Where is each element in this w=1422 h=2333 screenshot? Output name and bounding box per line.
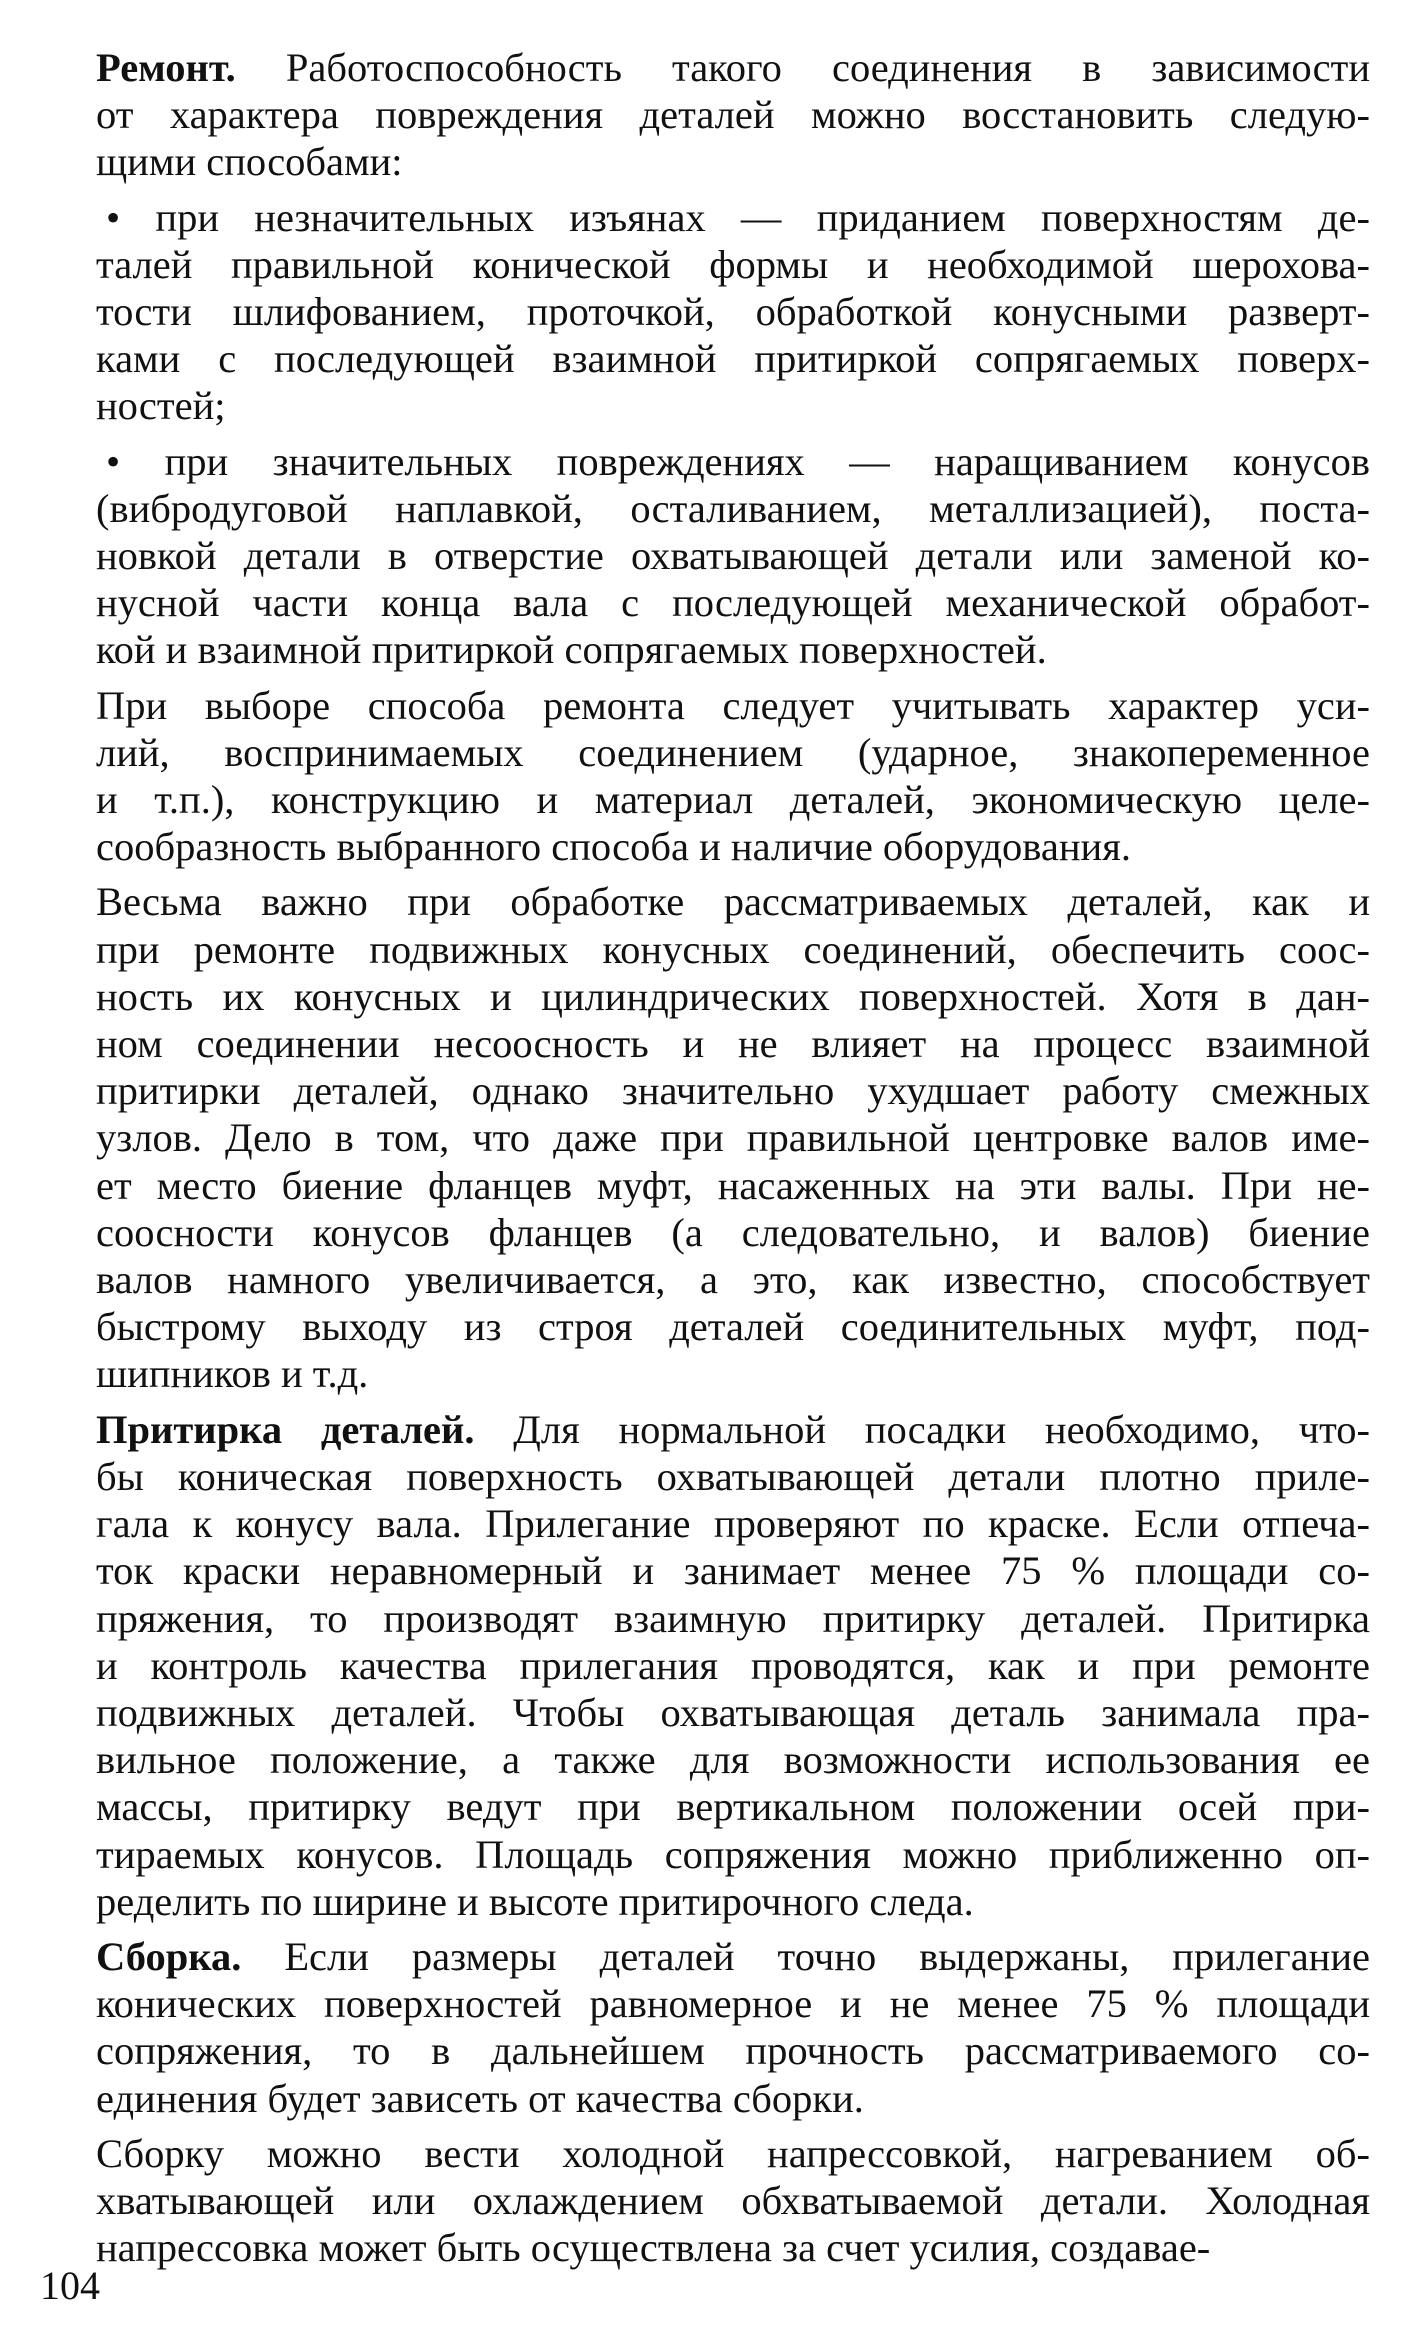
text-line <box>96 2130 1370 2177</box>
text-line <box>96 1783 1370 1830</box>
text-line <box>96 579 1370 626</box>
line-text: притирки деталей, однако значительно ухудшает работу смежных <box>96 1068 1370 1114</box>
line-text: Для нормальной посадки необходимо, что- <box>474 1406 1370 1452</box>
line-text: от характера повреждения деталей можно восстановить следую- <box>96 92 1370 138</box>
text-line <box>96 878 1370 925</box>
text-line <box>96 2177 1370 2224</box>
section-lead: Сборка. <box>96 1933 242 1979</box>
line-text: нусной части конца вала с последующей механической обработ- <box>96 580 1370 626</box>
line-text: • при незначительных изъянах — приданием поверхностям де- <box>106 194 1370 240</box>
paragraph-bullet-1 <box>96 194 1370 430</box>
text-line <box>96 776 1370 823</box>
line-text: ет место биение фланцев муфт, насаженных на эти валы. При не- <box>96 1162 1370 1208</box>
text-line <box>96 1547 1370 1594</box>
line-text: • при значительных повреждениях — наращиванием конусов <box>106 438 1370 484</box>
text-line <box>96 1020 1370 1067</box>
text-line <box>96 1406 1370 1453</box>
text-line <box>96 1689 1370 1736</box>
page-number: 104 <box>40 2263 100 2308</box>
line-text: новкой детали в отверстие охватывающей детали или заменой ко- <box>96 533 1370 579</box>
text-line <box>96 1642 1370 1689</box>
text-line <box>96 1878 1370 1925</box>
text-line <box>96 1162 1370 1209</box>
text-line <box>96 1256 1370 1303</box>
line-text: валов намного увеличивается, а это, как известно, способствует <box>96 1257 1370 1303</box>
line-text: подвижных деталей. Чтобы охватывающая деталь занимала пра- <box>96 1689 1370 1735</box>
line-text: и т.п.), конструкцию и материал деталей, экономическую целе- <box>96 777 1370 823</box>
text-line <box>96 1114 1370 1161</box>
line-text: массы, притирку ведут при вертикальном положении осей при- <box>96 1784 1370 1830</box>
text-line <box>96 438 1370 485</box>
text-line <box>96 382 1370 429</box>
text-line <box>96 626 1370 673</box>
line-text: тости шлифованием, проточкой, обработкой конусными разверт- <box>96 289 1370 335</box>
text-line <box>96 1736 1370 1783</box>
line-text: Весьма важно при обработке рассматриваемых деталей, как и <box>96 879 1370 925</box>
line-text: сопряжения, то в дальнейшем прочность рассматриваемого со- <box>96 2028 1370 2074</box>
section-lead: Ремонт. <box>96 45 236 90</box>
text-line <box>96 682 1370 729</box>
line-text: Работоспособность такого соединения в зависимости <box>235 45 1370 90</box>
line-text: ном соединении несоосность и не влияет на процесс взаимной <box>96 1021 1370 1067</box>
paragraph-remont <box>96 44 1370 186</box>
text-line <box>96 1067 1370 1114</box>
text-line <box>96 532 1370 579</box>
paragraph-assembly-methods <box>96 2130 1370 2272</box>
line-text: бы коническая поверхность охватывающей детали плотно приле- <box>96 1453 1370 1499</box>
line-text: при ремонте подвижных конусных соединений, обеспечить соос- <box>96 926 1370 972</box>
text-line <box>96 1350 1370 1397</box>
line-text: напрессовка может быть осуществлена за счет усилия, создавае- <box>96 2225 1211 2271</box>
line-text: шипников и т.д. <box>96 1351 369 1397</box>
text-line <box>96 91 1370 138</box>
page-body <box>96 44 1370 2279</box>
line-text: талей правильной конической формы и необходимой шерохова- <box>96 241 1370 287</box>
line-text: единения будет зависеть от качества сборки. <box>96 2075 864 2121</box>
text-line <box>96 1831 1370 1878</box>
text-line <box>96 1595 1370 1642</box>
paragraph-choice <box>96 682 1370 871</box>
line-text: ностей; <box>96 383 226 429</box>
line-text: Если размеры деталей точно выдержаны, прилегание <box>241 1933 1370 1979</box>
line-text: ток краски неравномерный и занимает менее 75 % площади со- <box>96 1548 1370 1594</box>
paragraph-sborka <box>96 1933 1370 2122</box>
line-text: гала к конусу вала. Прилегание проверяют по краске. Если отпеча- <box>96 1501 1370 1547</box>
text-line <box>96 823 1370 870</box>
line-text: соосности конусов фланцев (а следовательно, и валов) биение <box>96 1209 1370 1255</box>
text-line <box>96 2027 1370 2074</box>
text-line <box>96 1303 1370 1350</box>
line-text: При выборе способа ремонта следует учитывать характер уси- <box>96 682 1370 728</box>
text-line <box>96 1933 1370 1980</box>
text-line <box>96 1209 1370 1256</box>
text-line <box>96 2075 1370 2122</box>
paragraph-bullet-2 <box>96 438 1370 674</box>
text-line <box>96 44 1370 91</box>
text-line <box>96 241 1370 288</box>
line-text: вильное положение, а также для возможности использования ее <box>96 1737 1370 1783</box>
line-text: ками с последующей взаимной притиркой сопрягаемых поверх- <box>96 336 1370 382</box>
text-line <box>96 973 1370 1020</box>
text-line <box>96 335 1370 382</box>
line-text: хватывающей или охлаждением обхватываемой детали. Холодная <box>96 2177 1370 2223</box>
text-line <box>96 2224 1370 2271</box>
line-text: конических поверхностей равномерное и не менее 75 % площади <box>96 1981 1370 2027</box>
line-text: ность их конусных и цилиндрических поверхностей. Хотя в дан- <box>96 973 1370 1019</box>
text-line <box>96 1980 1370 2027</box>
text-line <box>96 1453 1370 1500</box>
paragraph-pritirka <box>96 1406 1370 1925</box>
line-text: ределить по ширине и высоте притирочного следа. <box>96 1878 974 1924</box>
line-text: узлов. Дело в том, что даже при правильной центровке валов име- <box>96 1115 1370 1161</box>
line-text: лий, воспринимаемых соединением (ударное, знакопеременное <box>96 729 1370 775</box>
line-text: быстрому выходу из строя деталей соединительных муфт, под- <box>96 1304 1370 1350</box>
line-text: и контроль качества прилегания проводятся, как и при ремонте <box>96 1642 1370 1688</box>
line-text: тираемых конусов. Площадь сопряжения можно приближенно оп- <box>96 1831 1370 1877</box>
text-line <box>96 194 1370 241</box>
text-line <box>96 288 1370 335</box>
line-text: кой и взаимной притиркой сопрягаемых поверхностей. <box>96 627 1047 673</box>
text-line <box>96 485 1370 532</box>
line-text: сообразность выбранного способа и наличие оборудования. <box>96 824 1131 870</box>
line-text: пряжения, то производят взаимную притирку деталей. Притирка <box>96 1595 1370 1641</box>
section-lead: Притирка деталей. <box>96 1406 475 1452</box>
line-text: Сборку можно вести холодной напрессовкой, нагреванием об- <box>96 2130 1370 2176</box>
paragraph-coaxial <box>96 878 1370 1397</box>
line-text: (вибродуговой наплавкой, осталиванием, металлизацией), поста- <box>96 485 1370 531</box>
text-line <box>96 926 1370 973</box>
line-text: щими способами: <box>96 139 403 185</box>
text-line <box>96 1500 1370 1547</box>
text-line <box>96 138 1370 185</box>
text-line <box>96 729 1370 776</box>
